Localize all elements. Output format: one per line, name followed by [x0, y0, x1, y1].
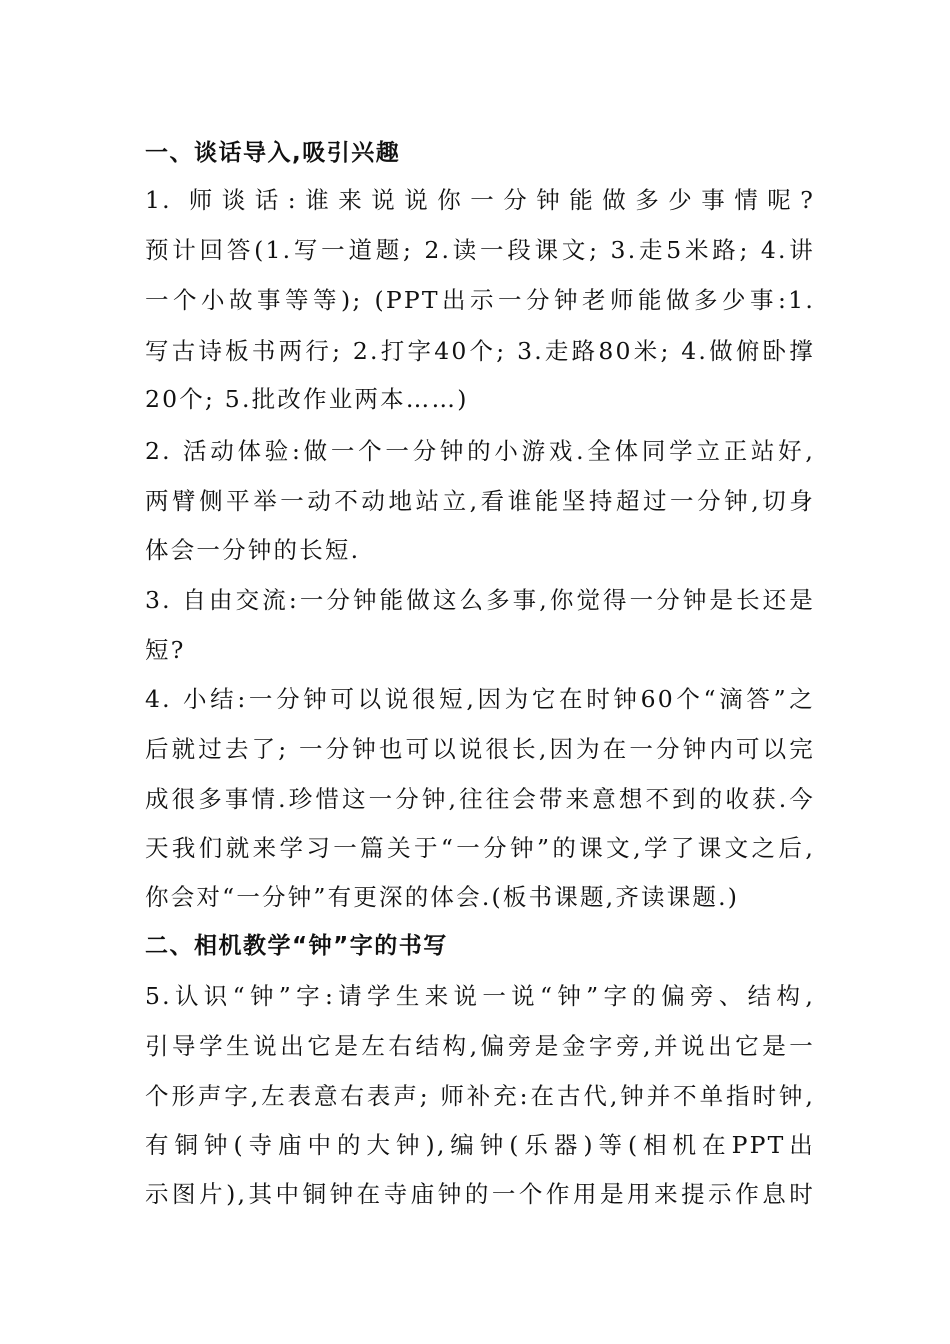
paragraph-line: 有铜钟(寺庙中的大钟),编钟(乐器)等(相机在PPT出: [145, 1131, 815, 1159]
paragraph-line: 短?: [145, 636, 186, 664]
paragraph-line: 3. 自由交流:一分钟能做这么多事,你觉得一分钟是长还是: [145, 586, 815, 614]
paragraph-line: 后就过去了; 一分钟也可以说很长,因为在一分钟内可以完: [145, 735, 815, 763]
paragraph-line: 个形声字,左表意右表声; 师补充:在古代,钟并不单指时钟,: [145, 1082, 815, 1110]
paragraph-line: 你会对“一分钟”有更深的体会.(板书课题,齐读课题.): [145, 883, 740, 911]
paragraph-line: 引导学生说出它是左右结构,偏旁是金字旁,并说出它是一: [145, 1032, 815, 1060]
paragraph-line: 体会一分钟的长短.: [145, 536, 361, 564]
section-heading-2: 二、相机教学“钟”字的书写: [145, 933, 448, 959]
paragraph-line: 1. 师谈话:谁来说说你一分钟能做多少事情呢?: [145, 186, 815, 214]
paragraph-line: 2. 活动体验:做一个一分钟的小游戏.全体同学立正站好,: [145, 437, 815, 465]
paragraph-line: 4. 小结:一分钟可以说很短,因为它在时钟60个“滴答”之: [145, 685, 815, 713]
paragraph-line: 20个; 5.批改作业两本……): [145, 385, 469, 413]
paragraph-line: 预计回答(1.写一道题; 2.读一段课文; 3.走5米路; 4.讲: [145, 236, 815, 264]
paragraph-line: 天我们就来学习一篇关于“一分钟”的课文,学了课文之后,: [145, 834, 815, 862]
paragraph-line: 一个小故事等等); (PPT出示一分钟老师能做多少事:1.: [145, 286, 815, 314]
paragraph-line: 5.认识“钟”字:请学生来说一说“钟”字的偏旁、结构,: [145, 982, 815, 1010]
paragraph-line: 成很多事情.珍惜这一分钟,往往会带来意想不到的收获.今: [145, 785, 815, 813]
paragraph-line: 两臂侧平举一动不动地站立,看谁能坚持超过一分钟,切身: [145, 487, 815, 515]
paragraph-line: 示图片),其中铜钟在寺庙钟的一个作用是用来提示作息时: [145, 1180, 815, 1208]
section-heading-1: 一、谈话导入,吸引兴趣: [145, 140, 401, 166]
paragraph-line: 写古诗板书两行; 2.打字40个; 3.走路80米; 4.做俯卧撑: [145, 337, 815, 365]
